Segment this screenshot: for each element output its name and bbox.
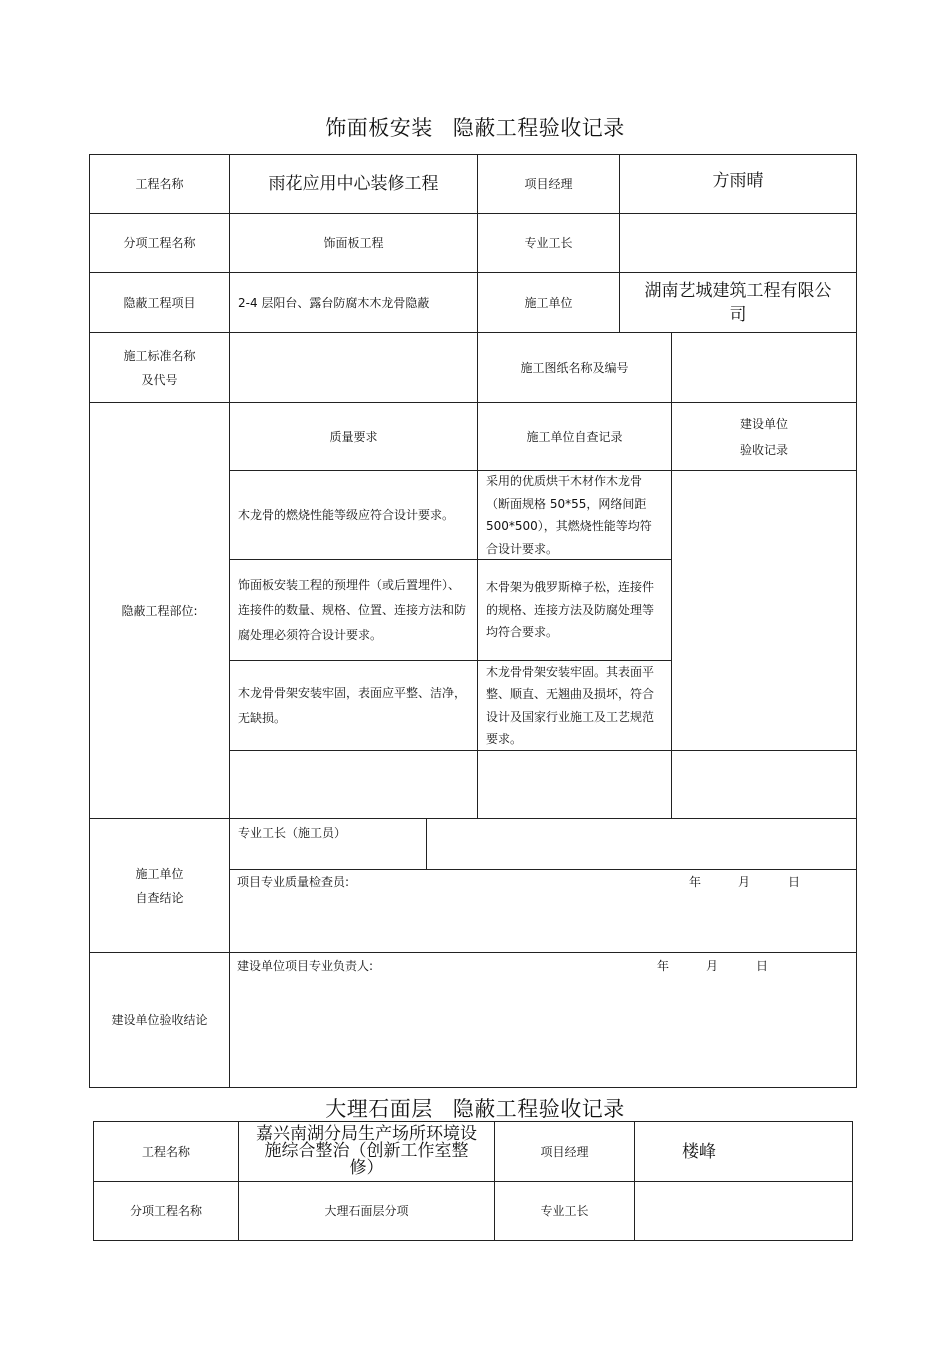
hidden-item-label: 隐蔽工程项目 (89, 272, 230, 333)
contractor-value: 湖南艺城建筑工程有限公司 (619, 272, 857, 333)
form2-manager-label: 项目经理 (494, 1121, 635, 1182)
empty-owner (671, 750, 857, 819)
owner-header-line1: 建设单位 (739, 416, 788, 431)
inspector-date-year: 年 (689, 875, 702, 889)
manager-label: 项目经理 (477, 154, 620, 214)
self-check-header: 施工单位自查记录 (477, 402, 672, 471)
record-text-1: 采用的优质烘干木材作木龙骨（断面规格 50*55，网络间距 500*500），其燃烧性能等均符合设计要求。 (486, 474, 652, 556)
requirement-row-2 (229, 559, 478, 661)
manager-value: 方雨晴 (619, 154, 857, 214)
project-name-value: 雨花应用中心装修工程 (229, 154, 478, 214)
form2-project-name-label: 工程名称 (93, 1121, 239, 1182)
form2-project-name-value: 嘉兴南湖分局生产场所环境设施综合整治（创新工作室整修） (238, 1121, 495, 1182)
owner-responsible-label: 建设单位项目专业负责人: (237, 959, 374, 973)
form2-sub-project-value: 大理石面层分项 (238, 1181, 495, 1241)
foreman-worker-label: 专业工长（施工员） (238, 826, 347, 840)
form2-foreman-label: 专业工长 (494, 1181, 635, 1241)
record-text-2: 木骨架为俄罗斯樟子松，连接件的规格、连接方法及防腐处理等均符合要求。 (486, 580, 655, 640)
drawing-label: 施工图纸名称及编号 (477, 332, 672, 403)
form1-title-part2: 隐蔽工程验收记录 (452, 116, 625, 140)
form2-title-part2: 隐蔽工程验收记录 (452, 1097, 625, 1121)
contractor-label: 施工单位 (477, 272, 620, 333)
form2-title (0, 1093, 950, 1123)
form2-title-part1: 大理石面层 (325, 1097, 433, 1121)
standard-label-line1: 施工标准名称 (123, 348, 196, 363)
owner-record (671, 470, 857, 751)
requirement-text-3: 木龙骨骨架安装牢固，表面应平整、洁净，无缺损。 (238, 685, 467, 725)
record-row-3 (477, 660, 672, 751)
owner-date (657, 957, 768, 975)
foreman-label: 专业工长 (477, 213, 620, 273)
standard-label (89, 332, 230, 403)
project-name-label: 工程名称 (89, 154, 230, 214)
self-conclusion-line2: 自查结论 (135, 890, 184, 905)
inspector-label: 项目专业质量检查员: (237, 875, 350, 889)
requirement-text-2: 饰面板安装工程的预埋件（或后置埋件）、连接件的数量、规格、位置、连接方法和防腐处理必须符合设计要求。 (238, 577, 467, 642)
standard-value (229, 332, 478, 403)
owner-date-month: 月 (706, 959, 719, 973)
record-text-3: 木龙骨骨架安装牢固。其表面平整、顺直、无翘曲及损坏，符合设计及国家行业施工及工艺规范要求。 (486, 664, 655, 746)
form2-manager-value: 楼峰 (634, 1121, 853, 1182)
foreman-value (619, 213, 857, 273)
requirement-row-3 (229, 660, 478, 751)
sub-project-label: 分项工程名称 (89, 213, 230, 273)
hidden-item-value: 2-4 层阳台、露台防腐木木龙骨隐蔽 (229, 272, 478, 333)
requirement-text-1: 木龙骨的燃烧性能等级应符合设计要求。 (238, 507, 455, 522)
owner-date-year: 年 (657, 959, 670, 973)
sub-project-value: 饰面板工程 (229, 213, 478, 273)
inspector-date-day: 日 (788, 875, 801, 889)
quality-header: 质量要求 (229, 402, 478, 471)
empty-record (477, 750, 672, 819)
form2-sub-project-label: 分项工程名称 (93, 1181, 239, 1241)
empty-requirement (229, 750, 478, 819)
form1-title-part1: 饰面板安装 (325, 116, 433, 140)
form1-title (0, 112, 950, 142)
owner-header (671, 402, 857, 471)
self-conclusion-line1: 施工单位 (135, 866, 184, 881)
self-conclusion-label (89, 818, 230, 953)
standard-label-line2: 及代号 (141, 372, 178, 387)
record-row-1 (477, 470, 672, 560)
owner-date-day: 日 (756, 959, 769, 973)
owner-header-line2: 验收记录 (739, 442, 788, 457)
inspector-date-month: 月 (738, 875, 751, 889)
part-label: 隐蔽工程部位: (89, 402, 230, 819)
owner-conclusion-label: 建设单位验收结论 (89, 952, 230, 1088)
foreman-worker-signature (426, 818, 857, 870)
record-row-2 (477, 559, 672, 661)
requirement-row-1 (229, 470, 478, 560)
form2-foreman-value (634, 1181, 853, 1241)
inspector-date (689, 873, 800, 891)
drawing-value (671, 332, 857, 403)
foreman-worker-cell (229, 818, 427, 870)
